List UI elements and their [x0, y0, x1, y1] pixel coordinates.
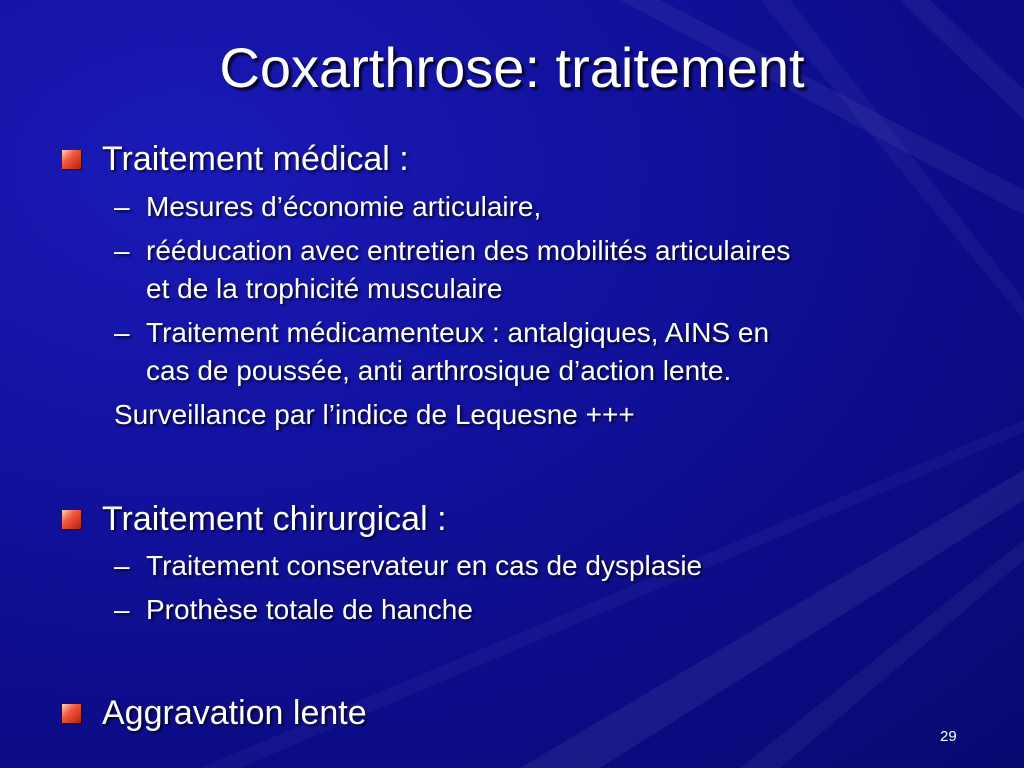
page-number: 29 — [940, 728, 957, 745]
surveillance-note: Surveillance par l’indice de Lequesne +++ — [114, 399, 635, 430]
list-item-text: Traitement conservateur en cas de dysplasie — [146, 550, 703, 581]
dash-bullet: – — [114, 550, 130, 581]
section-heading-surgical: Traitement chirurgical : — [102, 500, 447, 538]
square-bullet-icon — [62, 704, 81, 723]
square-bullet-icon — [62, 510, 81, 529]
section-heading-medical: Traitement médical : — [102, 140, 409, 178]
list-item-text-continued: et de la trophicité musculaire — [146, 273, 503, 304]
list-item-text: Mesures d’économie articulaire, — [146, 191, 542, 222]
list-item-text: Traitement médicamenteux : antalgiques, AINS en — [146, 317, 770, 348]
dash-bullet: – — [114, 235, 130, 266]
square-bullet-icon — [62, 150, 81, 169]
slide-title: Coxarthrose: traitement — [219, 36, 805, 99]
dash-bullet: – — [114, 191, 130, 222]
list-item-text: rééducation avec entretien des mobilités articulaires — [146, 235, 791, 266]
section-heading-evolution: Aggravation lente — [102, 694, 367, 732]
list-item-text-continued: cas de poussée, anti arthrosique d’action lente. — [146, 355, 732, 386]
list-item-text: Prothèse totale de hanche — [146, 594, 473, 625]
dash-bullet: – — [114, 317, 130, 348]
dash-bullet: – — [114, 594, 130, 625]
